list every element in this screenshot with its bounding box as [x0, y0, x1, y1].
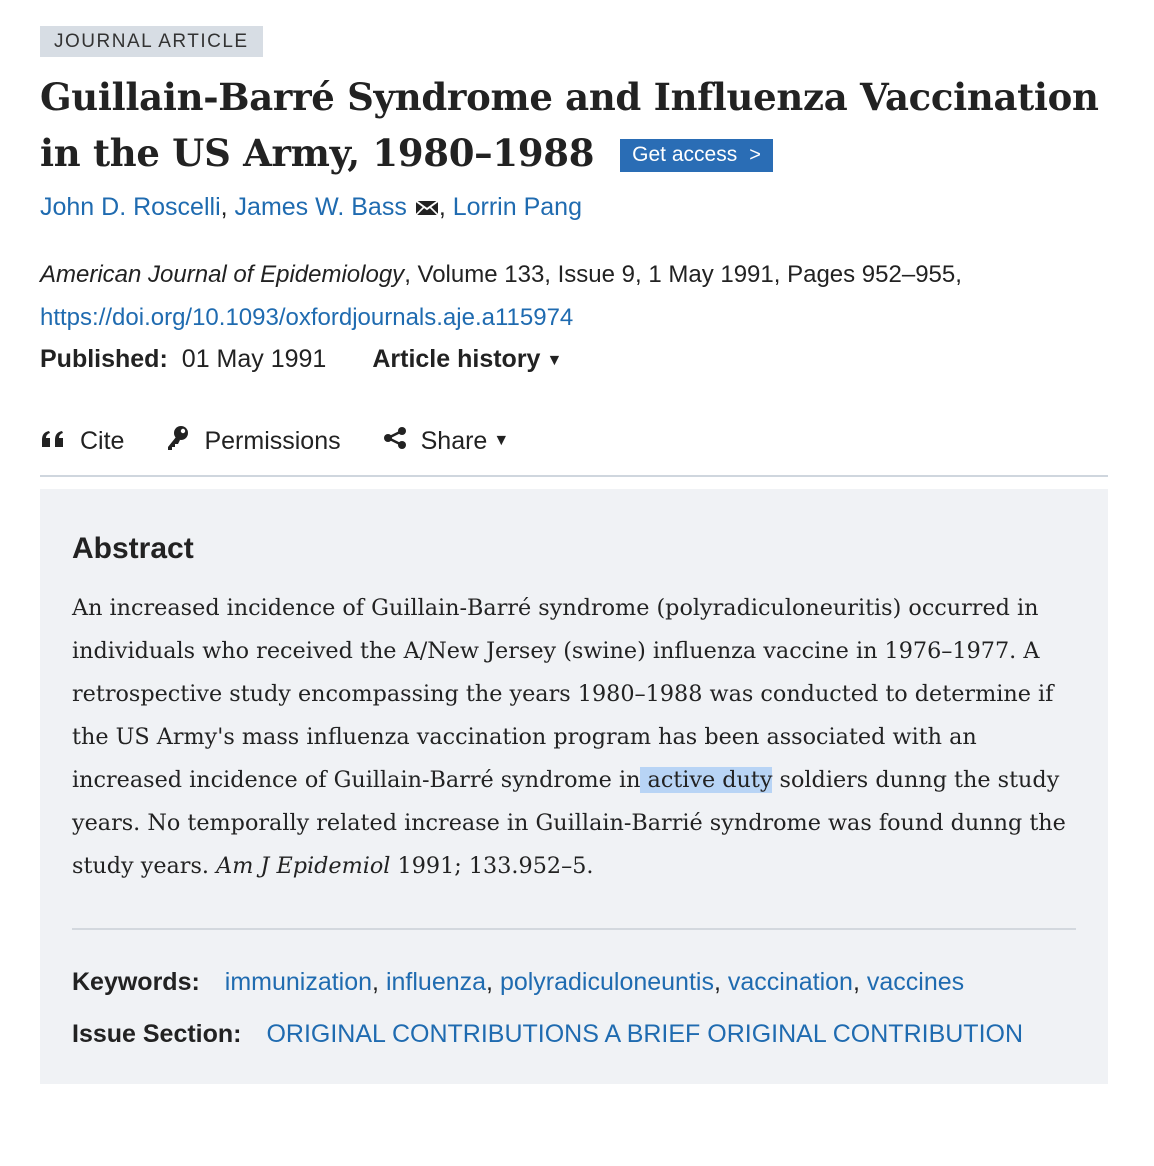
- highlighted-selection: active duty: [640, 767, 773, 793]
- envelope-icon[interactable]: [415, 193, 439, 225]
- article-header: [40, 26, 1110, 1084]
- chevron-right-icon: >: [749, 144, 761, 166]
- published-date: 01 May 1991: [181, 345, 327, 373]
- keywords-row: Keywords: immunization, influenza, polyradiculoneuntis, vaccination, vaccines: [72, 968, 965, 996]
- abstract-divider: [72, 928, 1076, 930]
- tools-divider: [40, 475, 1108, 477]
- keyword-link[interactable]: vaccines: [866, 968, 965, 996]
- caret-down-icon: ▼: [546, 352, 563, 369]
- abstract-heading: Abstract: [72, 532, 194, 565]
- abstract-text-part: An increased incidence of Guillain-Barré syndrome (polyradiculoneuritis) occurred in individuals who received the A/New Jersey (swine) influenza vaccine in 1976–1977. A retrospective study encompassing the years 1980–1988 was conducted to determine if the US Army's mass influenza vaccination program has been associated with an increased incidence of Guillain-Barré syndrome in: [72, 595, 1054, 793]
- author-link[interactable]: Lorrin Pang: [452, 193, 582, 221]
- share-icon: [383, 426, 407, 457]
- cite-button[interactable]: [40, 427, 124, 456]
- get-access-label: Get access: [632, 143, 738, 166]
- caret-down-icon: ▼: [493, 432, 510, 449]
- keyword-link[interactable]: immunization: [224, 968, 373, 996]
- abstract-text-part: soldiers dunng the study years. No temporally related increase in Guillain-Barrié syndrome was found dunng the study years.: [72, 767, 1066, 879]
- key-icon: [166, 425, 190, 458]
- issue-section-row: [72, 1016, 1076, 1052]
- article-history-label: Article history: [372, 345, 541, 373]
- cite-label: Cite: [80, 426, 125, 455]
- doi-link[interactable]: https://doi.org/10.1093/oxfordjournals.aje.a115974: [40, 304, 574, 331]
- author-link[interactable]: James W. Bass: [234, 193, 407, 221]
- author-list: [40, 191, 1110, 225]
- quote-icon: [40, 427, 66, 456]
- abstract-text: [72, 587, 1076, 888]
- author-separator: ,: [438, 193, 453, 221]
- permissions-label: Permissions: [204, 426, 341, 455]
- journal-abbreviation: Am J Epidemiol: [216, 853, 391, 879]
- article-type-badge: JOURNAL ARTICLE: [40, 26, 263, 57]
- keyword-link[interactable]: influenza: [385, 968, 487, 996]
- abstract-section: [40, 489, 1108, 1084]
- article-history-toggle[interactable]: [372, 339, 562, 381]
- published-label: Published:: [40, 345, 168, 373]
- journal-citation: [40, 253, 1110, 339]
- issue-section-link[interactable]: ORIGINAL CONTRIBUTIONS A BRIEF ORIGINAL CONTRIBUTION: [266, 1020, 1024, 1048]
- article-title: [40, 69, 1110, 181]
- citation-details: , Volume 133, Issue 9, 1 May 1991, Pages 952–955,: [404, 261, 962, 288]
- get-access-button[interactable]: [620, 139, 773, 172]
- keyword-link[interactable]: polyradiculoneuntis: [499, 968, 714, 996]
- keywords-label: Keywords:: [72, 968, 200, 996]
- article-title-text: Guillain-Barré Syndrome and Influenza Vaccination in the US Army, 1980–1988: [40, 75, 1099, 175]
- author-separator: ,: [220, 193, 235, 221]
- author-link[interactable]: John D. Roscelli: [40, 193, 221, 221]
- article-tools: [40, 423, 1110, 459]
- keyword-link[interactable]: vaccination: [727, 968, 853, 996]
- permissions-button[interactable]: [166, 425, 340, 458]
- journal-name: American Journal of Epidemiology: [40, 261, 405, 288]
- publication-info: [40, 339, 1110, 381]
- share-button[interactable]: [383, 426, 510, 457]
- abstract-citation-tail: 1991; 133.952–5.: [390, 853, 594, 879]
- share-label: Share: [420, 426, 488, 455]
- issue-section-label: Issue Section:: [72, 1020, 242, 1048]
